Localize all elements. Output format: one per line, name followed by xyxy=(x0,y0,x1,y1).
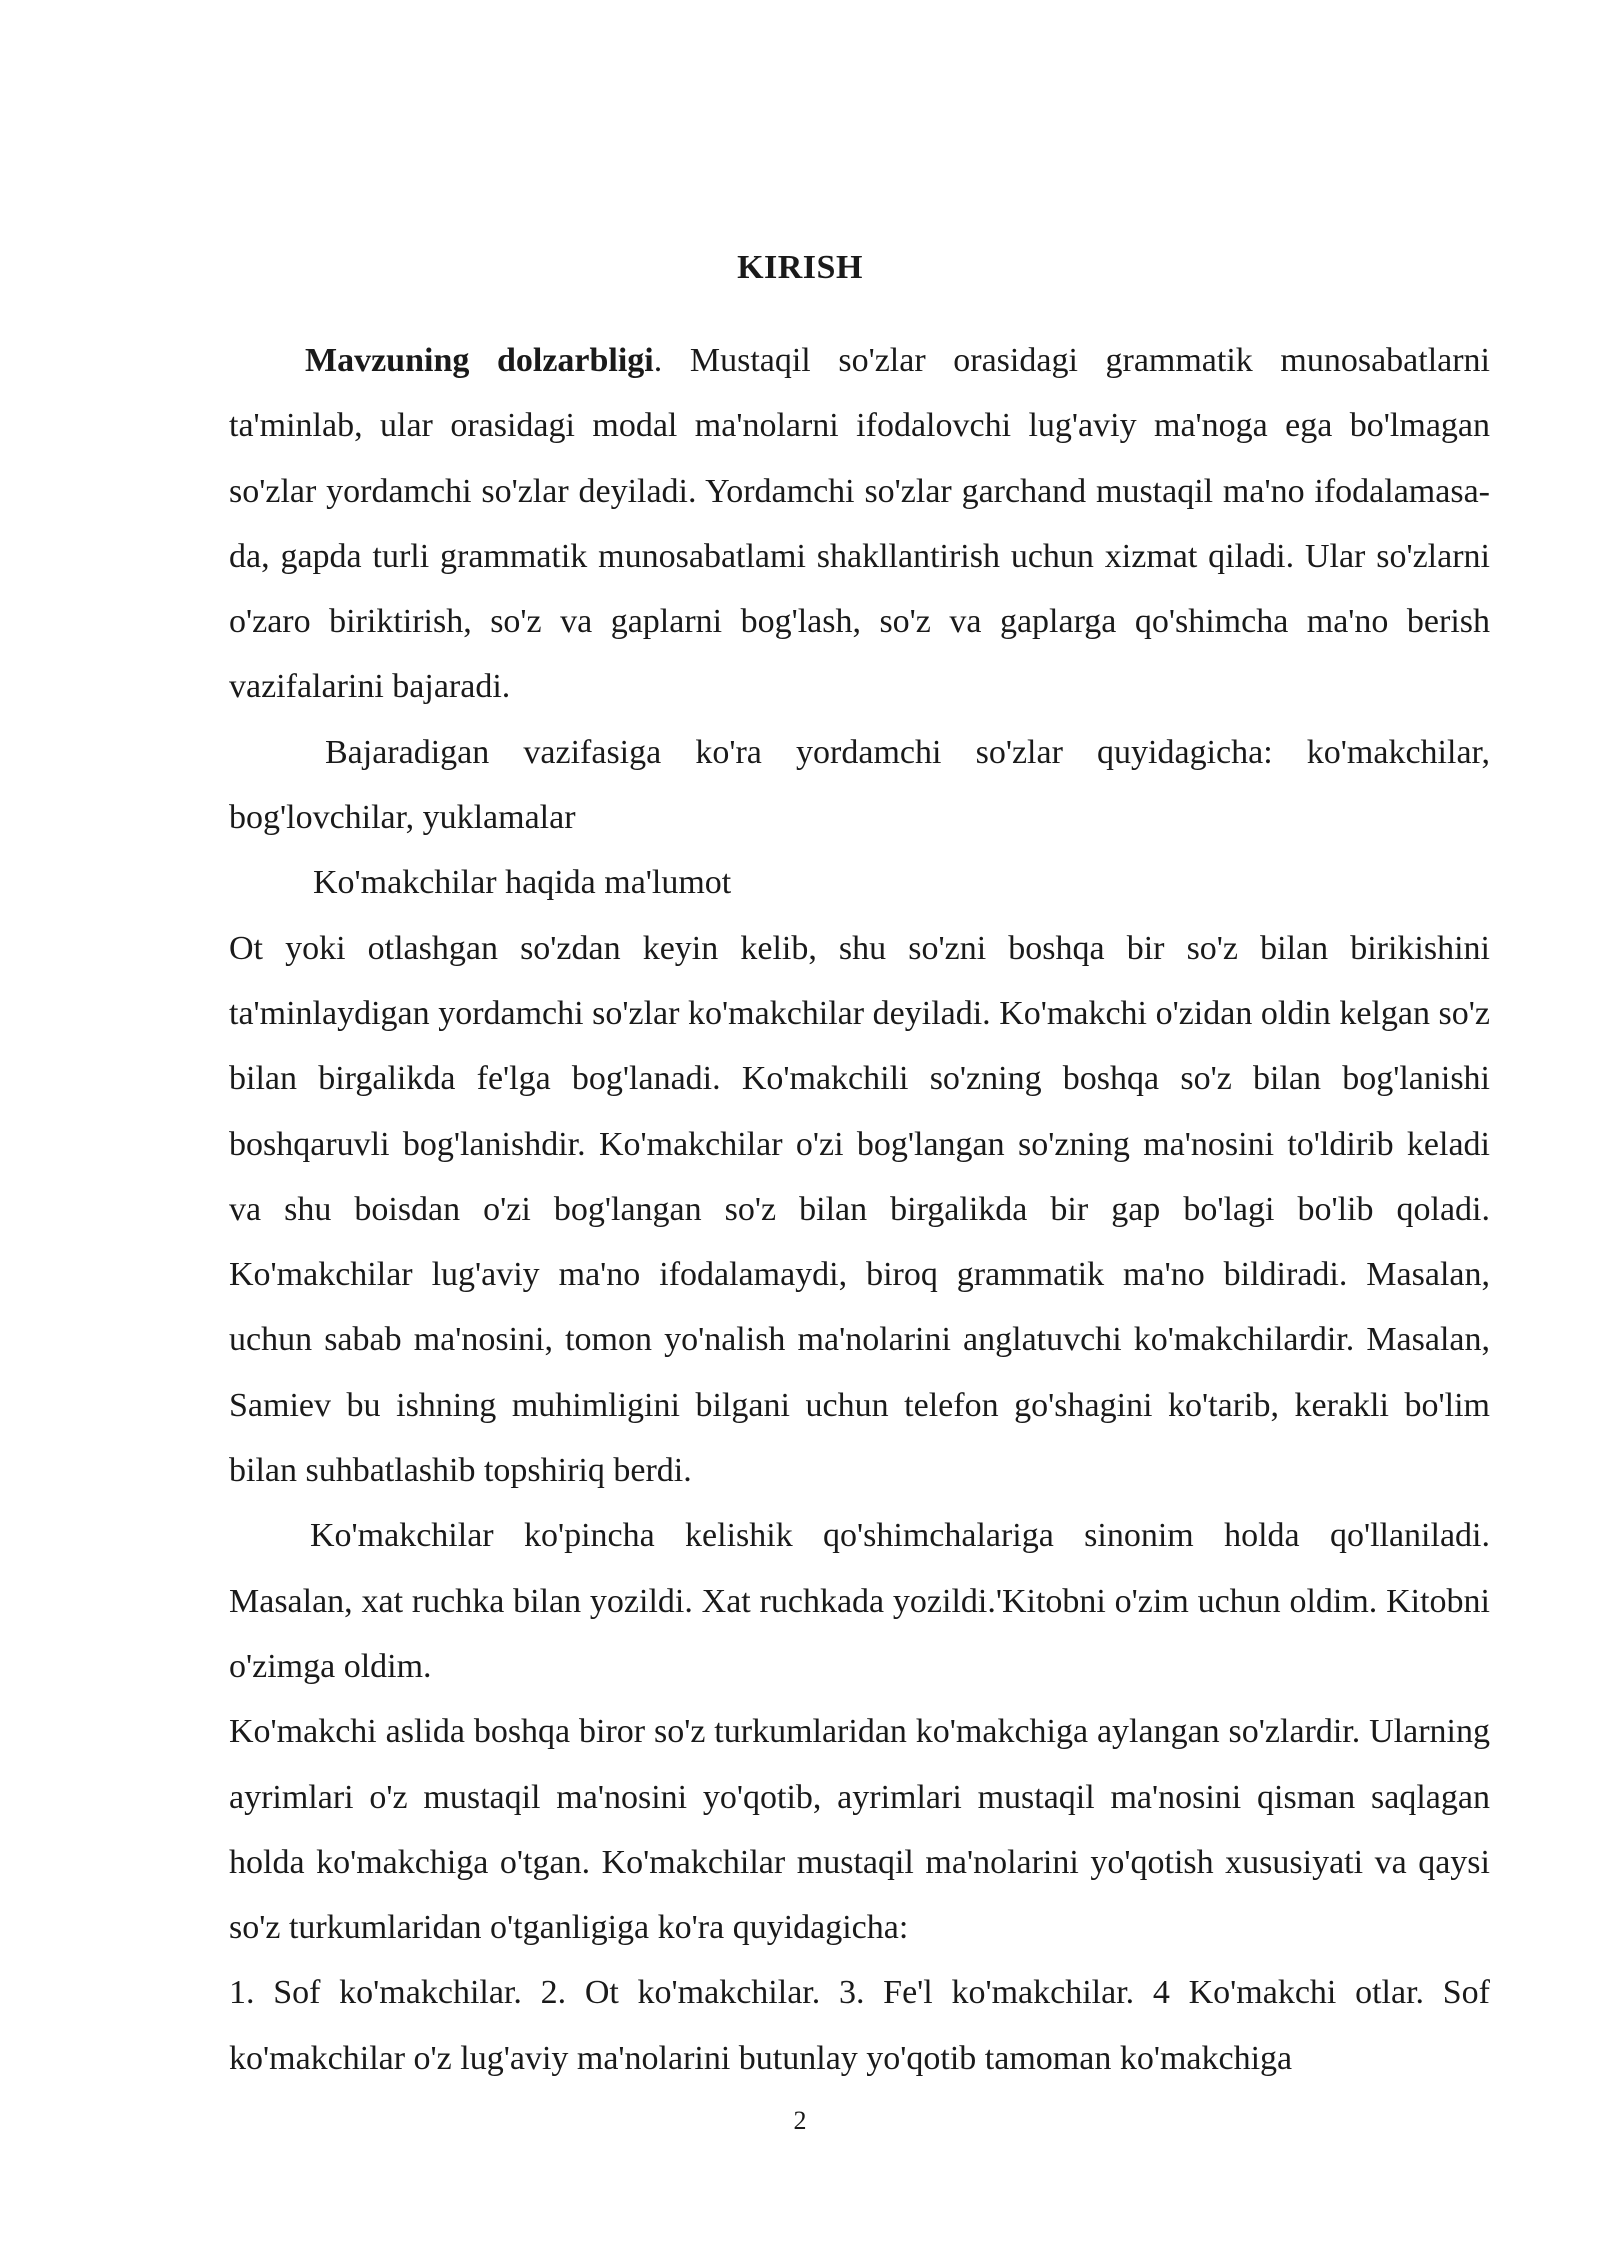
paragraph-komakchi-definition: Ot yoki otlashgan so'zdan keyin kelib, shu so'zni boshqa bir so'z bilan birikishini ta'minlaydigan yordamchi so'zlar ko'makchilar deyiladi. Ko'makchi o'zidan oldin kelgan so'z bilan birgalikda fe'lga bog'lanadi. Ko'makchili so'zning boshqa so'z bilan bog'lanishi boshqaruvli bog'lanishdir. Ko'makchilar o'zi bog'langan so'zning ma'nosini to'ldirib keladi va shu boisdan o'zi bog'langan so'z bilan birgalikda bir gap bo'lagi bo'lib qoladi. Ko'makchilar lug'aviy ma'no ifodalamaydi, biroq grammatik ma'no bildiradi. Masalan, uchun sabab ma'nosini, tomon yo'nalish ma'nolarini anglatuvchi ko'makchilardir. Masalan, Samiev bu ishning muhimligini bilgani uchun telefon go'shagini ko'tarib, kerakli bo'lim bilan suhbatlashib topshiriq berdi. xyxy=(229,929,1490,1490)
paragraph-lead-label: Mavzuning dolzarbligi xyxy=(305,342,654,379)
paragraph-text: . Mustaqil so'zlar orasidagi grammatik munosabatlarni ta'minlab, ular orasidagi modal ma'nolarni ifodalovchi lug'aviy ma'noga ega bo'lmagan so'zlar yordamchi so'zlar deyiladi. Yordamchi so'zlar garchand mustaqil ma'no ifodalamasa-da, gapda turli grammatik munosabatlami shakllantirish uchun xizmat qiladi. Ular so'zlarni o'zaro biriktirish, so'z va gaplarni bog'lash, so'z va gaplarga qo'shimcha ma'no berish vazifalarini bajaradi. xyxy=(229,342,1490,706)
paragraph-topic-relevance xyxy=(229,328,1490,720)
paragraph-synonym-usage: Ko'makchilar ko'pincha kelishik qo'shimchalariga sinonim holda qo'llaniladi. Masalan, xat ruchka bilan yozildi. Xat ruchkada yozildi.'Kitobni o'zim uchun oldim. Kitobni o'zimga oldim. xyxy=(229,1517,1490,1685)
paragraph-function-types: Bajaradigan vazifasiga ko'ra yordamchi so'zlar quyidagicha: ko'makchilar, bog'lovchilar, yuklamalar xyxy=(229,733,1490,837)
subheading-komakchilar: Ko'makchilar haqida ma'lumot xyxy=(313,864,732,902)
document-body xyxy=(229,328,1490,2091)
page-number: 2 xyxy=(793,2106,807,2135)
page-title: KIRISH xyxy=(737,249,863,286)
paragraph-komakchi-types: 1. Sof ko'makchilar. 2. Ot ko'makchilar. 3. Fe'l ko'makchilar. 4 Ko'makchi otlar. Sof ko'makchilar o'z lug'aviy ma'nolarini butunlay yo'qotib tamoman ko'makchiga xyxy=(229,1974,1490,2077)
paragraph-komakchi-origin: Ko'makchi aslida boshqa biror so'z turkumlaridan ko'makchiga aylangan so'zlardir. Ularning ayrimlari o'z mustaqil ma'nosini yo'qotib, ayrimlari mustaqil ma'nosini qisman saqlagan holda ko'makchiga o'tgan. Ko'makchilar mustaqil ma'nolarini yo'qotish xususiyati va qaysi so'z turkumlaridan o'tganligiga ko'ra quyidagicha: xyxy=(229,1713,1490,1947)
